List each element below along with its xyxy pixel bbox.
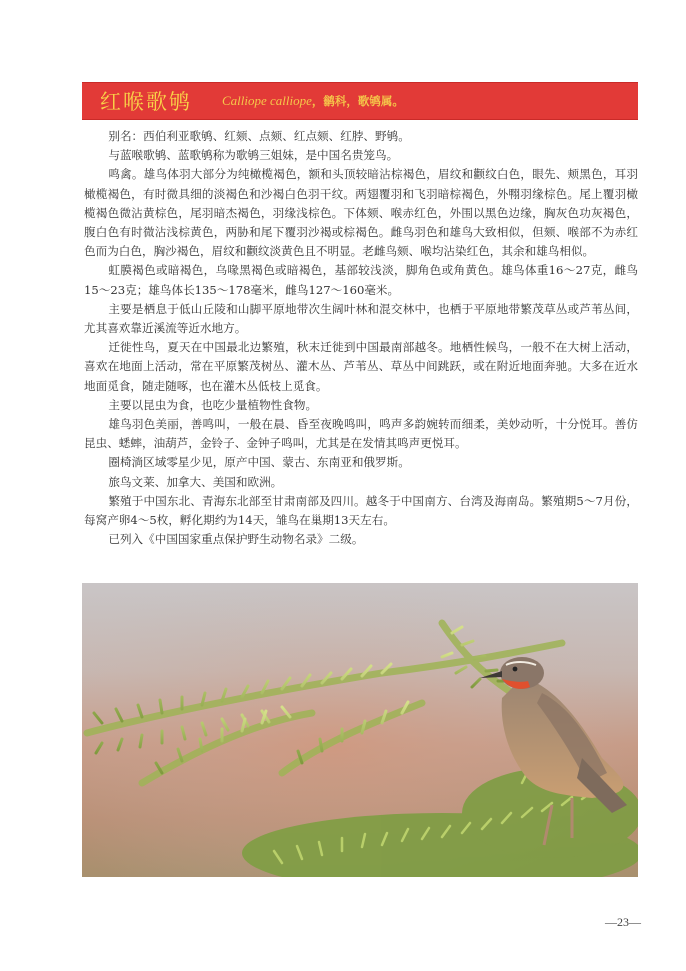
paragraph-migration: 迁徙性鸟，夏天在中国最北边繁殖，秋末迁徙到中国最南部越冬。地栖性候鸟，一般不在大树上活动，喜欢在地面上活动，常在平原繁茂树丛、灌木丛、芦苇丛、草丛中间跳跃，或在附近地面奔驰。大多在近水地面觅食，随走随啄，也在灌木丛低枝上觅食。	[84, 340, 638, 393]
page-number: —23—	[605, 915, 641, 929]
paragraph-vagrant: 旅鸟文莱、加拿大、美国和欧洲。	[108, 474, 283, 489]
paragraph-song: 雄鸟羽色美丽，善鸣叫，一般在晨、昏至夜晚鸣叫，鸣声多韵婉转而细柔，美妙动听，十分悦耳。善仿昆虫、蟋蟀，油葫芦，金铃子、金钟子鸣叫，尤其是在发情其鸣声更悦耳。	[84, 417, 638, 451]
species-description	[84, 127, 638, 549]
paragraph-diet: 主要以昆虫为食，也吃少量植物性食物。	[108, 397, 318, 412]
species-name-cn: 红喉歌鸲	[100, 90, 192, 114]
bird-on-branch-illustration	[82, 583, 638, 877]
paragraph-breeding: 繁殖于中国东北、青海东北部至甘肃南部及四川。越冬于中国南方、台湾及海南岛。繁殖期5～7月份，每窝产卵4～5枚，孵化期约为14天，雏鸟在巢期13天左右。	[84, 493, 638, 528]
paragraph-habitat: 主要是栖息于低山丘陵和山脚平原地带次生阔叶林和混交林中，也栖于平原地带繁茂草丛或芦苇丛间，尤其喜欢靠近溪流等近水地方。	[84, 301, 638, 336]
paragraph-protection: 已列入《中国国家重点保护野生动物名录》二级。	[108, 532, 364, 547]
paragraph-measurements: 虹膜褐色或暗褐色，乌喙黑褐色或暗褐色，基部较浅淡，脚角色或角黄色。雄鸟体重16～27克，雌鸟15～23克；雄鸟体长135～178毫米，雌鸟127～160毫米。	[84, 263, 638, 297]
species-scientific-line	[222, 93, 404, 109]
paragraph-sisters: 与蓝喉歌鸲、蓝歌鸲称为歌鸲三姐妹，是中国名贵笼鸟。	[108, 148, 399, 163]
paragraph-plumage: 鸣禽。雄鸟体羽大部分为纯橄榄褐色，额和头顶较暗沾棕褐色，眉纹和颧纹白色，眼先、颊黑色，耳羽橄榄褐色，有时微具细的淡褐色和沙褐白色羽干纹。两翅覆羽和飞羽暗棕褐色，外翈羽缘棕色。尾上覆羽橄榄褐色微沾黄棕色，尾羽暗杰褐色，羽缘浅棕色。下体颏、喉赤红色，外围以黑色边缘，胸灰色功灰褐色，腹白色有时微沾浅棕黄色，两胁和尾下覆羽沙褐或棕褐色。雌鸟羽色和雄鸟大致相似，但颏、喉部不为赤红色而为白色，胸沙褐色，眉纹和颧纹淡黄色且不明显。老雌鸟颏、喉均沾染红色，其余和雄鸟相似。	[84, 167, 638, 259]
scientific-name: Calliope calliope	[222, 93, 312, 108]
paragraph-range: 圈椅淌区域零星少见，原产中国、蒙古、东南亚和俄罗斯。	[108, 455, 410, 470]
paragraph-aliases: 别名：西伯利亚歌鸲、红颏、点颏、红点颏、红脖、野鸲。	[108, 129, 410, 143]
taxonomy-text: ，鹟科，歌鸲属。	[311, 94, 404, 108]
bird-photo	[82, 583, 638, 877]
species-title-band	[82, 82, 638, 120]
